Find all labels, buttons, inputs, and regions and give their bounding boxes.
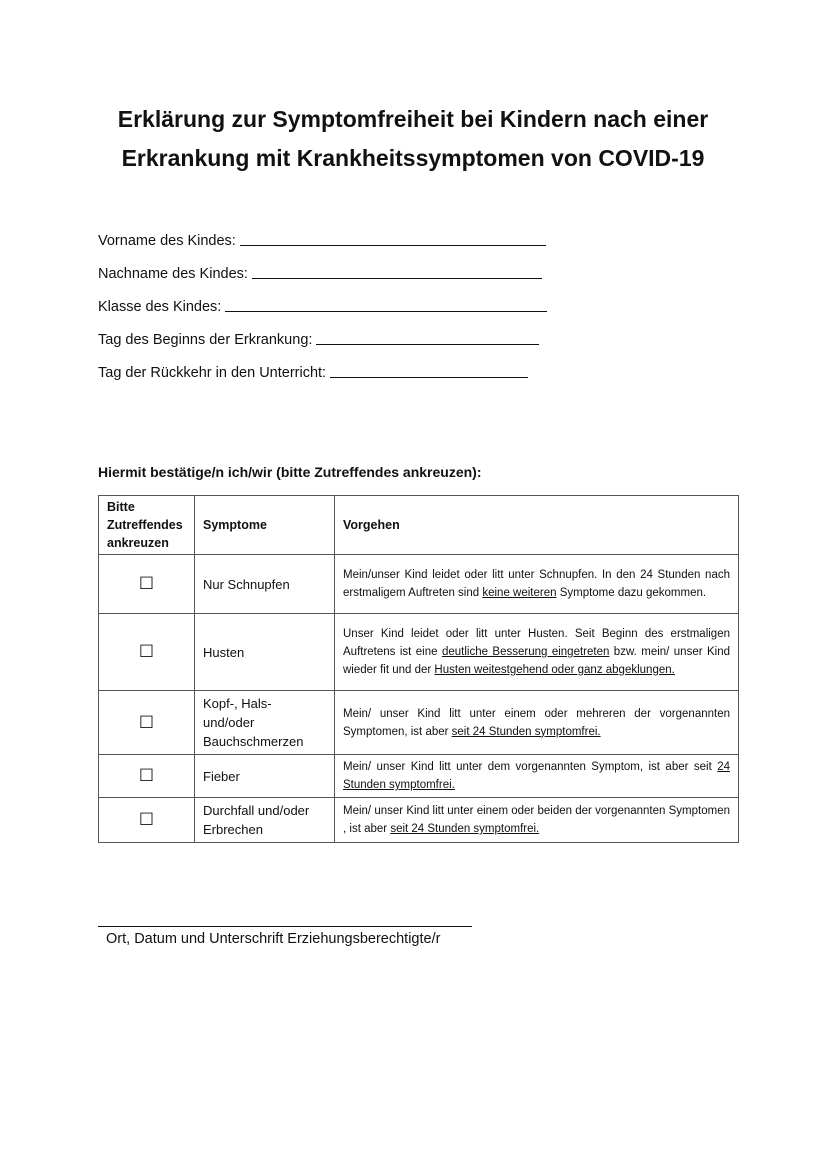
checkbox-cell: [99, 614, 195, 691]
first-name-blank[interactable]: [240, 231, 546, 246]
symptom-name: Kopf-, Hals- und/oder Bauchschmerzen: [195, 691, 335, 755]
title-line-2: Erkrankung mit Krankheitssymptomen von COVID-19: [121, 145, 705, 171]
first-name-label: Vorname des Kindes:: [98, 233, 236, 249]
return-date-blank[interactable]: [330, 363, 528, 378]
header-check-line: ankreuzen: [107, 536, 169, 550]
last-name-label: Nachname des Kindes:: [98, 266, 248, 282]
procedure-text: Mein/unser Kind leidet oder litt unter Schnupfen. In den 24 Stunden nach erstmaligem Auftreten sind keine weiteren Symptome dazu gekommen.: [335, 555, 739, 614]
first-name-field: [98, 231, 547, 264]
header-check-line: Bitte: [107, 500, 135, 514]
class-label: Klasse des Kindes:: [98, 299, 222, 315]
procedure-text: Unser Kind leidet oder litt unter Husten. Seit Beginn des erstmaligen Auftretens ist eine deutliche Besserung eingetreten bzw. mein/ unser Kind wieder fit und der Husten weitestgehend oder ganz abgeklungen.: [335, 614, 739, 691]
return-date-field: [98, 363, 547, 396]
checkbox-nur-schnupfen[interactable]: ☐: [138, 574, 155, 593]
illness-start-label: Tag des Beginns der Erkrankung:: [98, 332, 313, 348]
table-header-row: [99, 496, 739, 555]
header-check: [99, 496, 195, 555]
symptom-name: Nur Schnupfen: [195, 555, 335, 614]
procedure-text: Mein/ unser Kind litt unter einem oder beiden der vorgenannten Symptomen , ist aber seit 24 Stunden symptomfrei.: [335, 798, 739, 843]
checkbox-cell: [99, 691, 195, 755]
header-symptoms: Symptome: [195, 496, 335, 555]
class-field: [98, 297, 547, 330]
title-line-1: Erklärung zur Symptomfreiheit bei Kindern nach einer: [117, 106, 709, 132]
procedure-text: Mein/ unser Kind litt unter dem vorgenannten Symptom, ist aber seit 24 Stunden symptomfrei.: [335, 755, 739, 798]
table-row: [99, 755, 739, 798]
checkbox-cell: [99, 755, 195, 798]
confirmation-heading: Hiermit bestätige/n ich/wir (bitte Zutreffendes ankreuzen):: [98, 464, 482, 480]
symptom-name: Fieber: [195, 755, 335, 798]
table-row: [99, 614, 739, 691]
symptom-table: [98, 495, 739, 843]
table-row: [99, 691, 739, 755]
checkbox-husten[interactable]: ☐: [138, 642, 155, 661]
symptom-name: Husten: [195, 614, 335, 691]
signature-line[interactable]: [98, 926, 472, 927]
table-row: [99, 555, 739, 614]
last-name-blank[interactable]: [252, 264, 542, 279]
checkbox-cell: [99, 555, 195, 614]
illness-start-blank[interactable]: [316, 330, 539, 345]
child-info-fields: [98, 231, 547, 396]
checkbox-cell: [99, 798, 195, 843]
last-name-field: [98, 264, 547, 297]
table-row: [99, 798, 739, 843]
checkbox-durchfall[interactable]: ☐: [138, 810, 155, 829]
procedure-text: Mein/ unser Kind litt unter einem oder mehreren der vorgenannten Symptomen, ist aber seit 24 Stunden symptomfrei.: [335, 691, 739, 755]
signature-label: Ort, Datum und Unterschrift Erziehungsberechtigte/r: [106, 931, 441, 947]
header-check-line: Zutreffendes: [107, 518, 183, 532]
class-blank[interactable]: [225, 297, 547, 312]
return-date-label: Tag der Rückkehr in den Unterricht:: [98, 365, 327, 381]
page-title: [60, 100, 766, 178]
header-procedure: Vorgehen: [335, 496, 739, 555]
checkbox-fieber[interactable]: ☐: [138, 766, 155, 785]
illness-start-field: [98, 330, 547, 363]
symptom-name: Durchfall und/oder Erbrechen: [195, 798, 335, 843]
checkbox-schmerzen[interactable]: ☐: [138, 712, 155, 732]
